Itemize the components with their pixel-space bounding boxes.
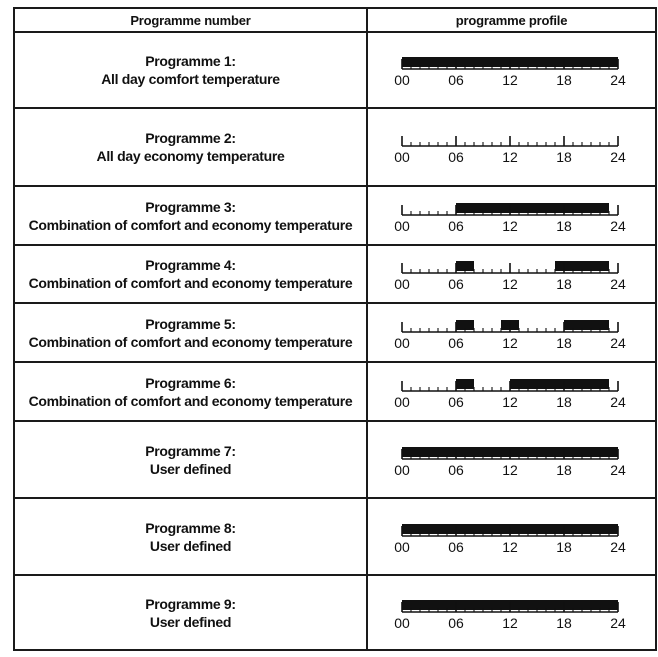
hour-label: 18 (555, 217, 572, 234)
hour-label: 00 (393, 334, 410, 351)
programme-name-cell (14, 186, 367, 245)
table-row (14, 575, 656, 650)
hour-label: 00 (393, 538, 410, 555)
hour-label: 12 (501, 217, 518, 234)
hour-label: 06 (447, 217, 464, 234)
programme-subtitle: User defined (149, 460, 232, 477)
header-programme-profile: programme profile (367, 8, 656, 32)
programme-rows (14, 32, 656, 650)
profile-timeline (393, 253, 628, 295)
table-row (14, 245, 656, 303)
programme-subtitle: Combination of comfort and economy temperature (28, 333, 353, 350)
hour-label: 12 (501, 334, 518, 351)
programme-name-cell (14, 575, 367, 650)
hour-label: 12 (501, 538, 518, 555)
programme-name-cell (14, 362, 367, 421)
hour-label: 06 (447, 72, 464, 88)
programme-subtitle: All day economy temperature (96, 148, 285, 164)
table-row (14, 108, 656, 186)
hour-label: 24 (609, 149, 626, 165)
programme-profile-cell (367, 245, 656, 303)
table-row (14, 498, 656, 575)
comfort-period-bar (510, 379, 609, 389)
hour-label: 24 (609, 217, 626, 234)
hour-label: 24 (609, 393, 626, 410)
programme-name-cell (14, 32, 367, 108)
hour-label: 06 (447, 276, 464, 292)
programme-profile-cell (367, 362, 656, 421)
hour-label: 06 (447, 393, 464, 410)
hour-label: 24 (609, 334, 626, 351)
hour-label: 18 (555, 276, 572, 292)
programme-subtitle: Combination of comfort and economy temperature (28, 216, 353, 233)
hour-label: 18 (555, 614, 572, 631)
programme-title: Programme 7: (145, 442, 236, 459)
profile-timeline (393, 516, 628, 558)
programme-name-cell (14, 421, 367, 498)
hour-label: 24 (609, 72, 626, 88)
profile-timeline (393, 592, 628, 634)
hour-label: 12 (501, 614, 518, 631)
programme-title: Programme 8: (145, 519, 236, 536)
programme-profile-cell (367, 421, 656, 498)
profile-timeline (393, 439, 628, 481)
hour-label: 24 (609, 538, 626, 555)
hour-label: 18 (555, 461, 572, 478)
programme-title: Programme 3: (145, 198, 236, 215)
table-row (14, 32, 656, 108)
profile-timeline (393, 371, 628, 413)
table-row (14, 421, 656, 498)
programme-title: Programme 9: (145, 595, 236, 612)
programme-profile-cell (367, 32, 656, 108)
hour-label: 24 (609, 461, 626, 478)
table-row (14, 362, 656, 421)
table-row (14, 186, 656, 245)
hour-label: 12 (501, 461, 518, 478)
profile-timeline (393, 195, 628, 237)
programme-title: Programme 5: (145, 315, 236, 332)
hour-label: 06 (447, 149, 464, 165)
hour-label: 18 (555, 149, 572, 165)
programme-subtitle: User defined (149, 613, 232, 630)
programme-subtitle: All day comfort temperature (101, 71, 280, 87)
table-row (14, 303, 656, 362)
profile-timeline (393, 126, 628, 168)
hour-label: 00 (393, 72, 410, 88)
programme-title: Programme 4: (145, 257, 236, 273)
hour-label: 00 (393, 461, 410, 478)
header-row (14, 8, 656, 32)
programme-subtitle: User defined (149, 537, 232, 554)
profile-timeline (393, 49, 628, 91)
hour-label: 00 (393, 149, 410, 165)
programme-title: Programme 2: (145, 130, 236, 146)
programme-profile-cell (367, 575, 656, 650)
programme-title: Programme 6: (145, 374, 236, 391)
programme-profile-cell (367, 303, 656, 362)
hour-label: 12 (501, 149, 518, 165)
comfort-period-bar (456, 203, 609, 213)
header-programme-number: Programme number (14, 8, 367, 32)
programme-table (13, 7, 657, 651)
hour-label: 00 (393, 217, 410, 234)
hour-label: 12 (501, 72, 518, 88)
hour-label: 06 (447, 334, 464, 351)
comfort-period-bar (564, 320, 609, 330)
hour-label: 24 (609, 614, 626, 631)
programme-name-cell (14, 108, 367, 186)
hour-label: 00 (393, 393, 410, 410)
hour-label: 06 (447, 614, 464, 631)
programme-subtitle: Combination of comfort and economy temperature (28, 392, 353, 409)
programme-profile-cell (367, 186, 656, 245)
hour-label: 18 (555, 393, 572, 410)
hour-label: 06 (447, 461, 464, 478)
hour-label: 18 (555, 72, 572, 88)
programme-name-cell (14, 245, 367, 303)
programme-name-cell (14, 303, 367, 362)
hour-label: 18 (555, 334, 572, 351)
hour-label: 00 (393, 276, 410, 292)
programme-profile-cell (367, 498, 656, 575)
hour-label: 06 (447, 538, 464, 555)
hour-label: 18 (555, 538, 572, 555)
programme-subtitle: Combination of comfort and economy temperature (28, 275, 353, 291)
profile-timeline (393, 312, 628, 354)
programme-profile-cell (367, 108, 656, 186)
programme-name-cell (14, 498, 367, 575)
hour-label: 24 (609, 276, 626, 292)
hour-label: 12 (501, 393, 518, 410)
hour-label: 12 (501, 276, 518, 292)
hour-label: 00 (393, 614, 410, 631)
programme-title: Programme 1: (145, 53, 236, 69)
